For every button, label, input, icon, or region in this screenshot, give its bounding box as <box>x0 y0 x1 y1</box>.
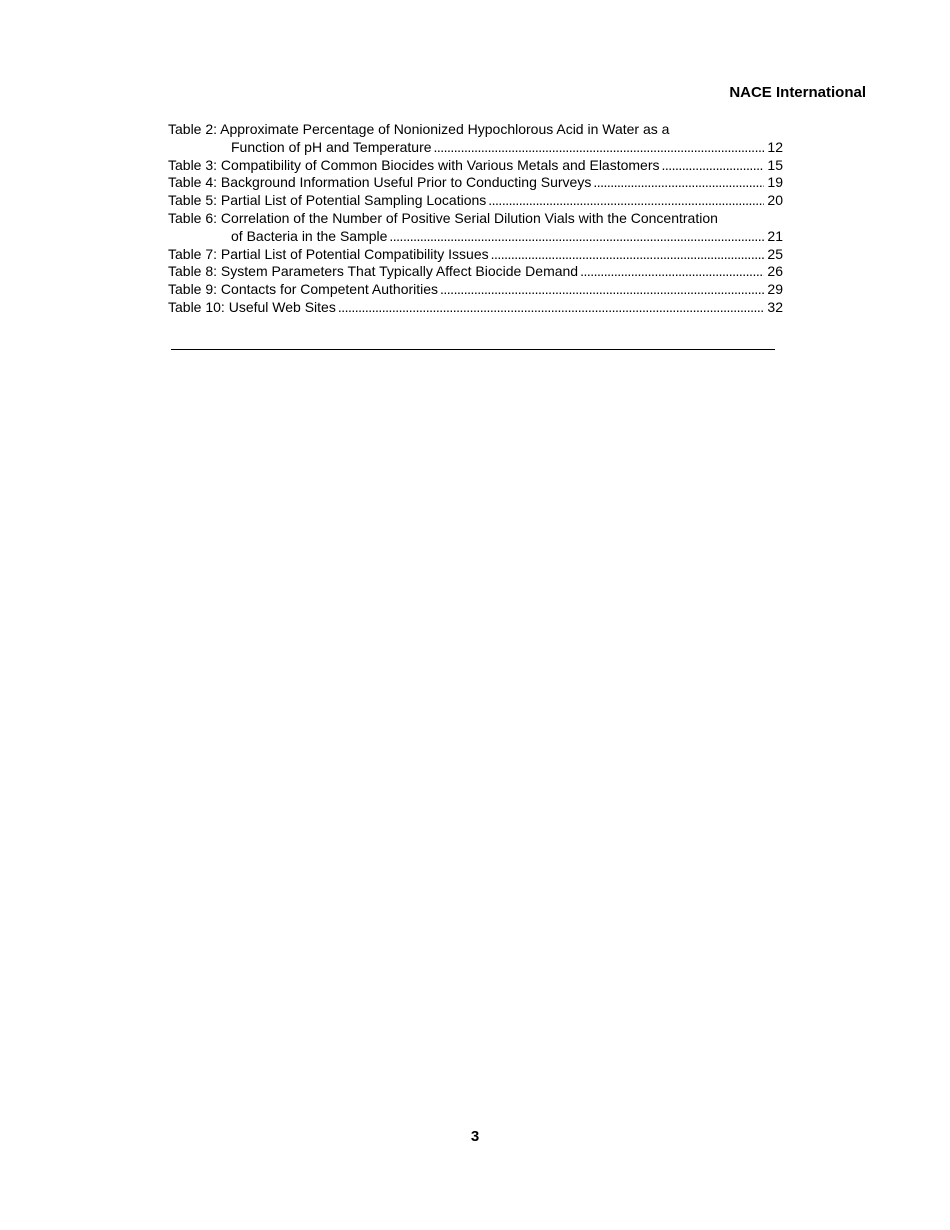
toc-entry-table-7[interactable] <box>168 246 783 264</box>
toc-entry-page-number: 12 <box>767 138 783 155</box>
toc-entry-page-number: 15 <box>767 156 783 173</box>
toc-entry-table-10[interactable] <box>168 299 783 317</box>
toc-entry-title: Table 5: Partial List of Potential Sampling Locations <box>168 192 487 209</box>
toc-entry-table-8[interactable] <box>168 263 783 281</box>
toc-entry-title: Table 3: Compatibility of Common Biocides with Various Metals and Elastomers <box>168 156 660 173</box>
toc-entry-title: Table 4: Background Information Useful Prior to Conducting Surveys <box>168 174 592 191</box>
toc-entry-page-number: 32 <box>767 298 783 315</box>
toc-entry-table-6[interactable] <box>168 210 783 246</box>
dot-leader <box>488 192 764 210</box>
toc-entry-table-9[interactable] <box>168 281 783 299</box>
dot-leader <box>580 263 764 281</box>
toc-entry-title: Table 7: Partial List of Potential Compatibility Issues <box>168 245 489 262</box>
dot-leader <box>662 157 765 175</box>
toc-entry-table-5[interactable] <box>168 192 783 210</box>
toc-entry-table-2[interactable] <box>168 121 783 157</box>
toc-entry-page-number: 29 <box>767 281 783 298</box>
table-of-tables <box>168 121 783 317</box>
toc-entry-title: Table 10: Useful Web Sites <box>168 298 336 315</box>
dot-leader <box>389 228 764 246</box>
toc-entry-table-4[interactable] <box>168 174 783 192</box>
toc-entry-title: Table 6: Correlation of the Number of Positive Serial Dilution Vials with the Concentration <box>168 209 718 226</box>
toc-entry-table-3[interactable] <box>168 157 783 175</box>
toc-entry-title: Table 8: System Parameters That Typically Affect Biocide Demand <box>168 263 579 280</box>
dot-leader <box>491 246 765 264</box>
toc-entry-page-number: 21 <box>767 227 783 244</box>
toc-entry-page-number: 25 <box>767 245 783 262</box>
toc-entry-title-continuation: Function of pH and Temperature <box>231 138 432 155</box>
toc-entry-page-number: 26 <box>767 263 783 280</box>
dot-leader <box>440 281 764 299</box>
toc-entry-title-continuation: of Bacteria in the Sample <box>231 227 388 244</box>
footer-page-number: 3 <box>470 1128 480 1145</box>
section-divider-rule <box>171 349 775 350</box>
toc-entry-title: Table 2: Approximate Percentage of Nonionized Hypochlorous Acid in Water as a <box>168 121 670 137</box>
dot-leader <box>434 139 765 157</box>
toc-entry-page-number: 20 <box>767 192 783 209</box>
header-organization: NACE International <box>729 84 866 101</box>
toc-entry-page-number: 19 <box>767 174 783 191</box>
dot-leader <box>593 174 764 192</box>
dot-leader <box>338 299 765 317</box>
toc-entry-title: Table 9: Contacts for Competent Authorities <box>168 281 439 298</box>
